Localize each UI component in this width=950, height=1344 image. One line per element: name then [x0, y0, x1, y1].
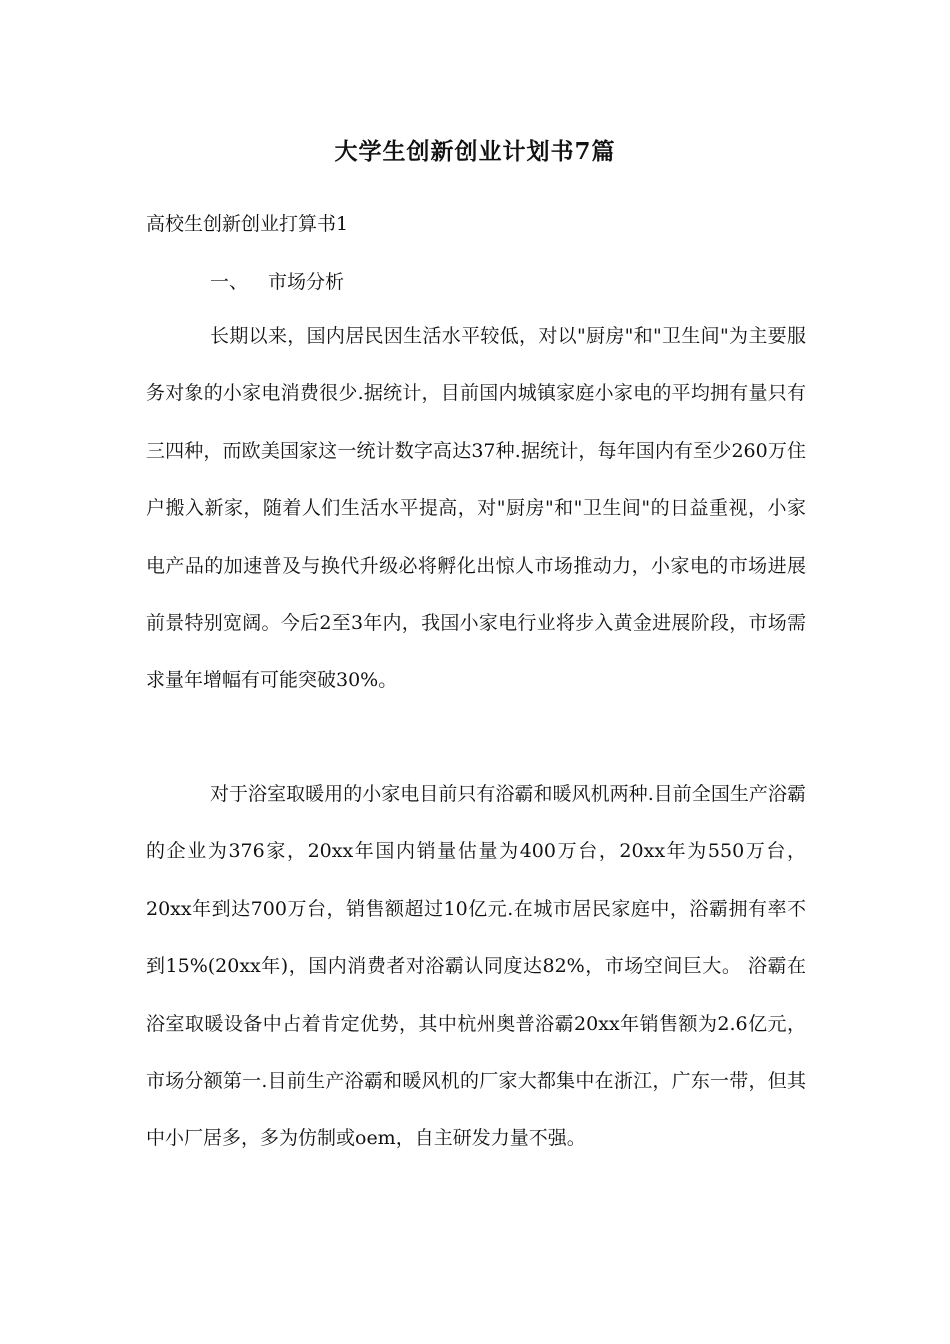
document-title: 大学生创新创业计划书7篇 [334, 138, 616, 165]
paragraph-bath-heater-market: 对于浴室取暖用的小家电目前只有浴霸和暖风机两种.目前全国生产浴霸的企业为376家，20xx年国内销量估量为400万台，20xx年为550万台，20xx年到达700万台，销售额超过10亿元.在城市居民家庭中，浴霸拥有率不到15%(20xx年)，国内消费者对浴霸认同度达82%，市场空间巨大。 浴霸在浴室取暖设备中占着肯定优势，其中杭州奥普浴霸20xx年销售额为2.6亿元，市场分额第一.目前生产浴霸和暖风机的厂家大都集中在浙江，广东一带，但其中小厂居多，多为仿制或oem，自主研发力量不强。 [146, 783, 806, 1150]
paragraph-market-overview: 长期以来，国内居民因生活水平较低，对以"厨房"和"卫生间"为主要服务对象的小家电消费很少.据统计，目前国内城镇家庭小家电的平均拥有量只有三四种，而欧美国家这一统计数字高达37种.据统计，每年国内有至少260万住户搬入新家，随着人们生活水平提高，对"厨房"和"卫生间"的日益重视，小家电产品的加速普及与换代升级必将孵化出惊人市场推动力，小家电的市场进展前景特别宽阔。今后2至3年内，我国小家电行业将步入黄金进展阶段，市场需求量年增幅有可能突破30%。 [146, 325, 806, 692]
section-heading-text: 市场分析 [268, 271, 345, 293]
section-heading [210, 262, 344, 302]
section-number: 一、 [210, 271, 249, 293]
document-subtitle: 高校生创新创业打算书1 [146, 213, 349, 235]
